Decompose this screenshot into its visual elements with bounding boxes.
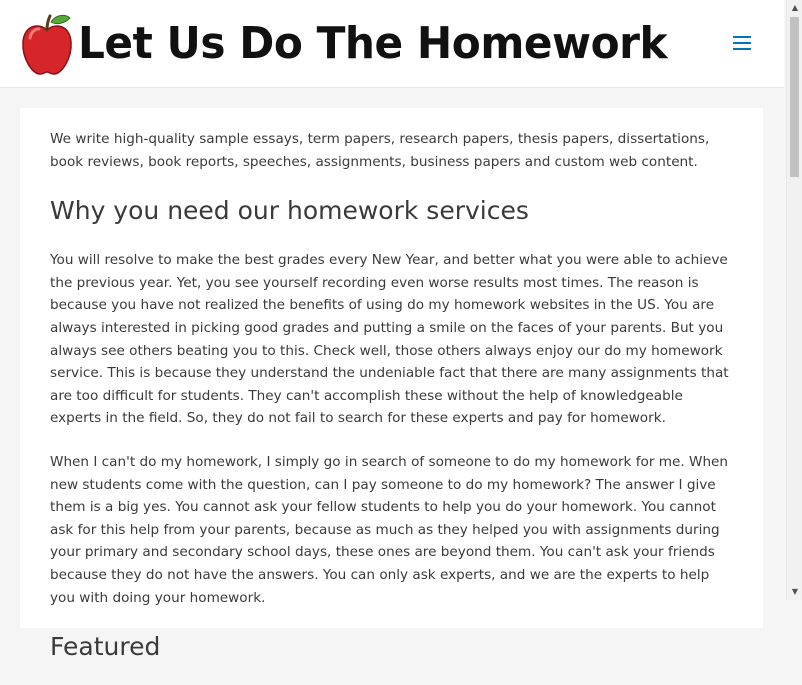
scroll-up-icon[interactable]: ▲ [791, 3, 799, 12]
site-title: Let Us Do The Homework [78, 18, 668, 69]
featured-heading: Featured [50, 632, 161, 662]
apple-icon [20, 12, 74, 76]
body-paragraph: You will resolve to make the best grades every New Year, and better what you were able to achieve the previous year. Yet, you see yourself recording even worse results most times. The reason is because you have not realized the benefits of using do my homework websites in the US. You are always interested in picking good grades and putting a smile on the faces of your parents. But you always see others beating you to this. Check well, those others always enjoy our do my homework service. This is because they understand the undeniable fact that there are many assignments that are too difficult for students. They can't accomplish these without the help of knowledgeable experts in the field. So, they do not fail to search for these experts and pay for homework. [50, 252, 729, 427]
article-content [50, 128, 735, 685]
site-logo[interactable] [20, 12, 692, 76]
section-heading: Why you need our homework services [50, 196, 529, 226]
body-paragraph: When I can't do my homework, I simply go in search of someone to do my homework for me. When new students come with the question, can I pay someone to do my homework? The answer I give them is a big yes. You cannot ask your fellow students to help you do your homework. You cannot ask for this help from your parents, because as much as they helped you with assignments during your primary and secondary school days, these ones are beyond them. You can't ask your friends because they do not have the answers. You can only ask experts, and we are the experts to help you with doing your homework. [50, 453, 729, 606]
hamburger-menu-icon[interactable] [733, 36, 751, 52]
vertical-scrollbar[interactable] [786, 0, 802, 600]
site-header [0, 0, 784, 88]
scrollbar-thumb[interactable] [790, 17, 799, 177]
intro-paragraph: We write high-quality sample essays, term papers, research papers, thesis papers, dissertations, book reviews, book reports, speeches, assignments, business papers and custom web content. [50, 131, 710, 170]
scroll-down-icon[interactable]: ▼ [791, 587, 799, 596]
article-card [20, 108, 763, 662]
